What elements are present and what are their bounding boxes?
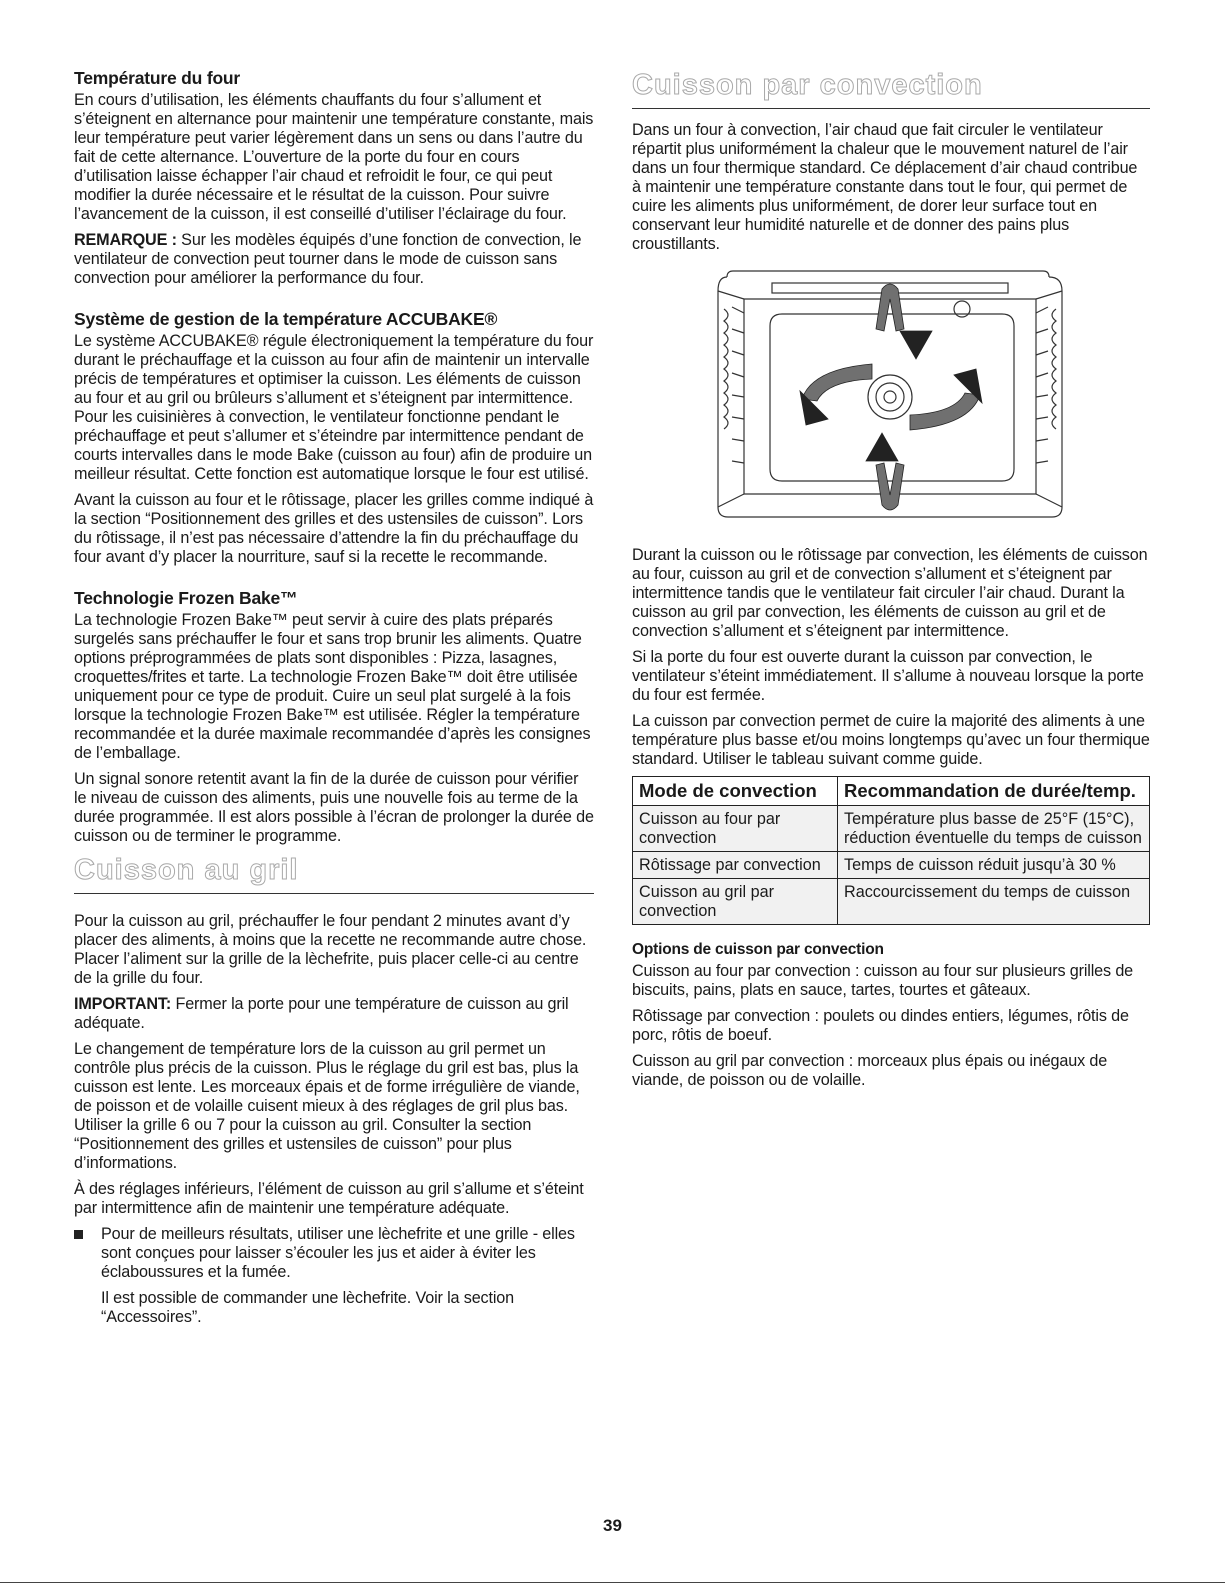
paragraph: Durant la cuisson ou le rôtissage par convection, les éléments de cuisson au four, cuisson au gril et de convection s’allument et s’éteignent par intermittence tandis que le ventilateur fait circuler l’air chaud. Durant la cuisson au gril par convection, les éléments de cuisson au gril et de convection s’allument et s’éteignent par intermittence. bbox=[632, 546, 1148, 640]
paragraph: Si la porte du four est ouverte durant la cuisson par convection, le ventilateur s’éteint immédiatement. Il s’allume à nouveau lorsque la porte du four est fermée. bbox=[632, 648, 1144, 704]
note-text: Sur les modèles équipés d’une fonction de convection, le ventilateur de convection peut tourner dans le mode de cuisson sans convection pour améliorer la performance du four. bbox=[74, 231, 582, 287]
paragraph: Cuisson au gril par convection : morceaux plus épais ou inégaux de viande, de poisson ou de volaille. bbox=[632, 1052, 1108, 1089]
section-title-broiling: Cuisson au gril bbox=[74, 853, 594, 894]
table-cell: Raccourcissement du temps de cuisson bbox=[838, 879, 1150, 925]
section-title-oven-temperature: Température du four bbox=[74, 68, 241, 88]
paragraph: Rôtissage par convection : poulets ou dindes entiers, légumes, rôtis de porc, rôtis de boeuf. bbox=[632, 1007, 1129, 1044]
paragraph: Le changement de température lors de la cuisson au gril permet un contrôle plus précis de la cuisson. Plus le réglage du gril est bas, plus la cuisson est lente. Les morceaux épais et de forme irrégulière de viande, de poisson et de volaille cuisent mieux à des réglages de gril plus bas. Utiliser la grille 6 ou 7 pour la cuisson au gril. Consulter la section “Positionnement des grilles et ustensiles de cuisson” pour plus d’informations. bbox=[74, 1040, 580, 1172]
convection-table bbox=[632, 776, 1150, 925]
table-header-recommendation: Recommandation de durée/temp. bbox=[838, 777, 1150, 806]
paragraph: La technologie Frozen Bake™ peut servir à cuire des plats préparés surgelés sans préchauffer le four et sans trop brunir les aliments. Quatre options préprogrammées de plats sont disponibles : Pizza, lasagnes, croquettes/frites et tarte. La technologie Frozen Bake™ doit être utilisée uniquement pour ce type de produit. Cuire un seul plat surgelé à la fois lorsque la technologie Frozen Bake™ est utilisée. Régler la température recommandée et la durée maximale recommandée d’après les consignes de l’emballage. bbox=[74, 611, 591, 762]
paragraph: En cours d’utilisation, les éléments chauffants du four s’allument et s’éteignent en alternance pour maintenir une température constante, mais leur température peut varier légèrement dans un sens ou dans l’autre du fait de cette alternance. L’ouverture de la porte du four en cours d’utilisation laisse échapper l’air chaud et refroidit le four, ce qui peut modifier la durée nécessaire et le résultat de la cuisson. Pour suivre l’avancement de la cuisson, il est conseillé d’utiliser l’éclairage du four. bbox=[74, 91, 594, 223]
note-paragraph bbox=[74, 231, 594, 288]
table-header-row bbox=[633, 777, 1150, 806]
paragraph: Un signal sonore retentit avant la fin de la durée de cuisson pour vérifier le niveau de cuisson des aliments, puis une nouvelle fois au terme de la durée programmée. Il est alors possible à l’écran de prolonger la durée de cuisson ou de terminer le programme. bbox=[74, 770, 594, 845]
table-header-mode: Mode de convection bbox=[633, 777, 838, 806]
table-cell: Temps de cuisson réduit jusqu’à 30 % bbox=[838, 852, 1150, 879]
table-row bbox=[633, 852, 1150, 879]
bullet-item bbox=[74, 1225, 594, 1289]
important-label: IMPORTANT: bbox=[74, 995, 172, 1013]
section-title-convection-options: Options de cuisson par convection bbox=[632, 941, 884, 958]
paragraph: Dans un four à convection, l’air chaud que fait circuler le ventilateur répartit plus uniformément la chaleur que le mouvement naturel de l’air dans un four thermique standard. Ce déplacement d’air chaud contribue à maintenir une température constante dans tout le four, qui permet de cuire les aliments plus uniformément, de dorer leur surface tout en conservant leur humidité naturelle et de donner des pains plus croustillants. bbox=[632, 121, 1138, 253]
bullet-subtext: Il est possible de commander une lèchefrite. Voir la section “Accessoires”. bbox=[101, 1289, 514, 1326]
paragraph: Cuisson au four par convection : cuisson au four sur plusieurs grilles de biscuits, pains, plats en sauce, tartes, tourtes et gâteaux. bbox=[632, 962, 1134, 999]
convection-oven-diagram bbox=[632, 269, 1150, 529]
paragraph: Pour la cuisson au gril, préchauffer le four pendant 2 minutes avant d’y placer des aliments, à moins que la recette ne recommande autre chose. Placer l’aliment sur la grille de la lèchefrite, puis placer celle-ci au centre de la grille du four. bbox=[74, 912, 587, 987]
bullet-text: Pour de meilleurs résultats, utiliser une lèchefrite et une grille - elles sont conçues pour laisser s’écouler les jus et aider à éviter les éclaboussures et la fumée. bbox=[101, 1225, 575, 1281]
left-column bbox=[74, 68, 594, 1334]
table-cell: Cuisson au gril par convection bbox=[633, 879, 838, 925]
table-cell: Cuisson au four par convection bbox=[633, 806, 838, 852]
paragraph: Le système ACCUBAKE® régule électroniquement la température du four durant le préchauffage et la cuisson au four afin de maintenir un intervalle précis de températures et optimiser la cuisson. Les éléments de cuisson au four et au gril ou brûleurs s’allument et s’éteignent par intermittence. Pour les cuisinières à convection, le ventilateur fonctionne pendant le préchauffage et peut s’allumer et s’éteindre par intermittence pendant de courts intervalles dans le mode Bake (cuisson au four) afin de produire un meilleur résultat. Cette fonction est automatique lorsque le four est utilisé. bbox=[74, 332, 594, 483]
bottom-rule bbox=[0, 1582, 1225, 1583]
paragraph: À des réglages inférieurs, l’élément de cuisson au gril s’allume et s’éteint par intermittence afin de maintenir une température adéquate. bbox=[74, 1180, 584, 1217]
table-row bbox=[633, 879, 1150, 925]
table-cell: Température plus basse de 25°F (15°C), réduction éventuelle du temps de cuisson bbox=[838, 806, 1150, 852]
important-text: Fermer la porte pour une température de cuisson au gril adéquate. bbox=[74, 995, 569, 1032]
section-title-frozen-bake: Technologie Frozen Bake™ bbox=[74, 588, 298, 608]
page-number: 39 bbox=[603, 1516, 622, 1535]
bullet-square-icon bbox=[74, 1230, 83, 1239]
section-title-convection: Cuisson par convection bbox=[632, 68, 1150, 109]
important-paragraph bbox=[74, 995, 594, 1033]
table-cell: Rôtissage par convection bbox=[633, 852, 838, 879]
section-title-accubake: Système de gestion de la température ACCUBAKE® bbox=[74, 309, 498, 329]
paragraph: Avant la cuisson au four et le rôtissage, placer les grilles comme indiqué à la section “Positionnement des grilles et des ustensiles de cuisson”. Lors du rôtissage, il n’est pas nécessaire d’attendre la fin du préchauffage du four avant d’y placer la nourriture, sauf si la recette le recommande. bbox=[74, 491, 594, 566]
table-row bbox=[633, 806, 1150, 852]
note-label: REMARQUE : bbox=[74, 231, 177, 249]
paragraph: La cuisson par convection permet de cuire la majorité des aliments à une température plus basse et/ou moins longtemps qu’avec un four thermique standard. Utiliser le tableau suivant comme guide. bbox=[632, 712, 1150, 768]
right-column bbox=[632, 68, 1150, 1097]
